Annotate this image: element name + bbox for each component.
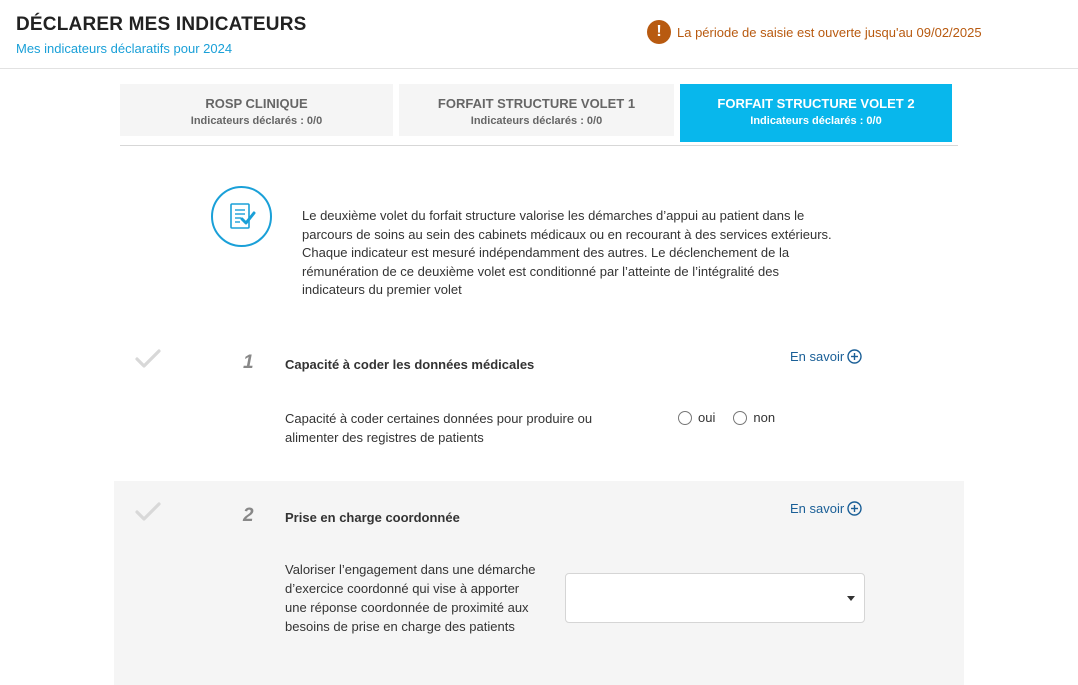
coordination-select[interactable] [565,573,865,623]
intro-line: rémunération de ce deuxième volet est conditionné par l’atteinte de l’intégralité des [302,263,779,279]
tab-forfait-structure-volet-1[interactable] [399,84,674,136]
tab-rosp-clinique[interactable] [120,84,393,136]
indicator-number: 2 [243,505,254,526]
intro-text [302,207,862,300]
tab-count: Indicateurs déclarés : 0/0 [750,115,882,127]
description-line: alimenter des registres de patients [285,430,484,445]
indicator-tabs [120,84,958,146]
learn-more-link[interactable] [790,501,862,516]
radio-circle[interactable] [733,411,747,425]
learn-more-label: En savoir [790,501,845,516]
radio-label: oui [698,410,716,425]
tab-label: FORFAIT STRUCTURE VOLET 2 [717,96,915,111]
radio-non[interactable] [733,410,775,425]
plus-circle-icon [847,349,862,364]
learn-more-link[interactable] [790,349,862,364]
learn-more-label: En savoir [790,349,845,364]
indicator-description [285,409,592,447]
checkmark-icon [135,501,161,521]
document-check-icon [211,186,272,247]
page-subtitle: Mes indicateurs déclaratifs pour 2024 [16,41,233,56]
radio-circle[interactable] [678,411,692,425]
period-alert-text: La période de saisie est ouverte jusqu'au 09/02/2025 [677,24,982,40]
checkmark-icon [135,348,161,368]
intro-line: Chaque indicateur est mesuré indépendamment des autres. Le déclenchement de la [302,245,790,261]
description-line: une réponse coordonnée de proximité aux [285,600,529,615]
description-line: Capacité à coder certaines données pour produire ou [285,411,593,426]
intro-line: parcours de soins au sein des cabinets médicaux ou en recourant à des services extérieurs. [302,226,832,242]
radio-oui[interactable] [678,410,715,425]
page-header [0,0,1078,69]
tab-label: ROSP CLINIQUE [205,96,308,111]
intro-line: Le deuxième volet du forfait structure valorise les démarches d’appui au patient dans le [302,208,805,223]
tab-label: FORFAIT STRUCTURE VOLET 1 [437,96,636,111]
description-line: d’exercice coordonné qui vise à apporter [285,581,520,596]
tab-forfait-structure-volet-2[interactable] [680,84,952,142]
radio-label: non [753,410,776,425]
yes-no-radio-group [678,410,793,425]
description-line: Valoriser l’engagement dans une démarche [285,562,536,577]
indicator-title: Prise en charge coordonnée [285,510,460,525]
tab-count: Indicateurs déclarés : 0/0 [190,115,323,127]
tab-count: Indicateurs déclarés : 0/0 [470,115,603,127]
indicator-number: 1 [243,352,254,373]
intro-line: indicateurs du premier volet [302,282,462,298]
plus-circle-icon [847,501,862,516]
description-line: besoins de prise en charge des patients [285,619,515,634]
exclamation-icon: ! [647,20,671,44]
indicator-description [285,560,536,636]
period-alert [647,20,982,44]
indicator-title: Capacité à coder les données médicales [285,357,535,372]
page-title: DÉCLARER MES INDICATEURS [16,14,307,35]
caret-down-icon [847,596,855,601]
